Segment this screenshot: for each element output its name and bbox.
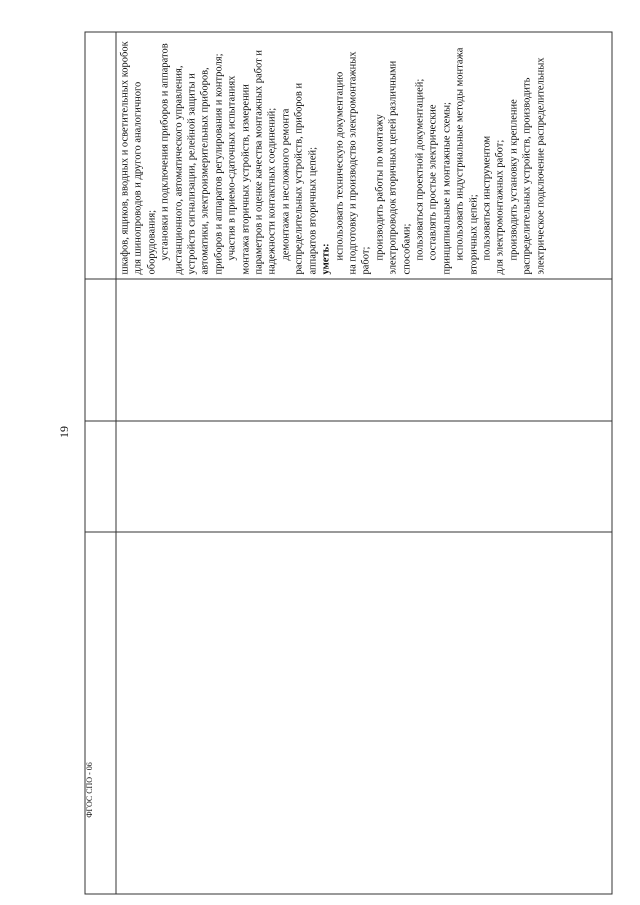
text-line: вторичных цепей; <box>468 194 480 275</box>
text-line: дистанционного, автоматического управления, <box>173 65 185 275</box>
text-line: участия в приемо-сдаточных испытаниях <box>226 75 238 261</box>
text-line: распределительных устройств, приборов и <box>293 82 305 275</box>
table-cell <box>85 32 116 279</box>
table-cell <box>116 32 612 279</box>
text-line: электропроводок вторичных цепей различными <box>387 60 399 275</box>
table-cell <box>116 532 612 894</box>
text-line: шкафов, ящиков, вводных и осветительных коробок <box>119 41 131 275</box>
text-line: аппаратов вторичных цепей; <box>307 146 319 275</box>
page-number: 19 <box>57 426 71 438</box>
table-cell <box>85 421 116 532</box>
table-cell <box>116 279 612 421</box>
table-cell <box>85 532 116 894</box>
text-line: электрическое подключение распределительных <box>535 57 547 275</box>
text-line: монтажа вторичных устройств, измерении <box>240 84 252 275</box>
page-footer: ФГОС СПО - 06 <box>85 762 94 818</box>
text-line: уметь: <box>320 243 332 275</box>
text-line: составлять простые электрические <box>427 104 439 261</box>
table-cell <box>116 421 612 532</box>
table-cell <box>85 279 116 421</box>
text-line: принципиальные и монтажные схемы; <box>441 102 453 275</box>
text-line: оборудования; <box>146 209 158 275</box>
text-line: параметров и оценке качества монтажных работ и <box>253 50 265 275</box>
text-line: на подготовку и производство электромонтажных <box>347 51 359 275</box>
text-line: автоматики, электроизмерительных приборов, <box>199 67 211 275</box>
text-line: распределительных устройств, производить <box>521 77 533 275</box>
text-line: производить работы по монтажу <box>374 114 386 261</box>
text-line: пользоваться проектной документацией; <box>414 78 426 261</box>
text-line: пользоваться инструментом <box>481 135 493 261</box>
text-line: установки и подключения приборов и аппаратов <box>159 43 171 261</box>
text-line: производить установку и крепление <box>508 99 520 261</box>
text-line: надежности контактных соединений; <box>266 107 278 275</box>
text-line: использовать техническую документацию <box>334 71 345 261</box>
text-line: способами; <box>401 223 413 275</box>
table-row <box>116 32 612 894</box>
text-line: для электромонтажных работ; <box>494 139 506 275</box>
text-line: демонтажа и несложного ремонта <box>280 108 292 261</box>
text-line: для шинопроводов и другого аналогичного <box>132 81 144 275</box>
text-line: работ; <box>360 246 372 275</box>
text-line: устройств сигнализации, релейной защиты и <box>186 73 198 275</box>
competency-table <box>85 32 613 895</box>
rotated-table-wrapper <box>85 33 606 895</box>
competency-text <box>119 37 548 275</box>
text-line: использовать индустриальные методы монтажа <box>454 47 466 261</box>
text-line: приборов и аппаратов регулирования и контроля; <box>213 53 225 275</box>
